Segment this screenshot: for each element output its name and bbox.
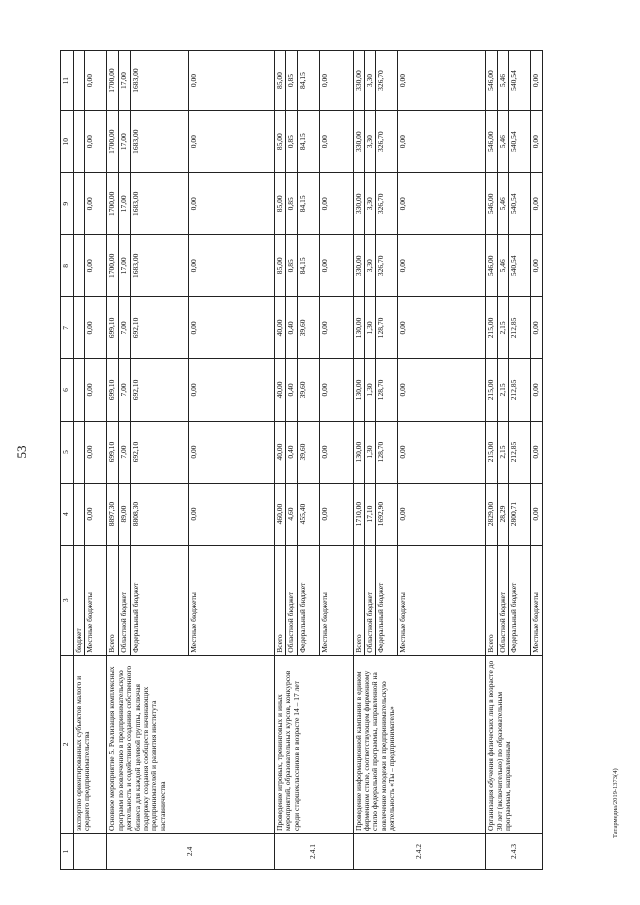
amount-cell: 212,85 [509, 359, 531, 421]
amount-cell: 1,30 [364, 421, 375, 483]
row-code [74, 833, 107, 869]
amount-cell: 39,60 [297, 421, 319, 483]
amount-cell [74, 359, 85, 421]
amount-cell: 0,00 [188, 111, 274, 173]
funding-source: Местные бюджеты [85, 545, 107, 655]
amount-cell: 85,00 [274, 173, 285, 235]
row-code: 2.4.2 [353, 833, 486, 869]
amount-cell: 0,00 [531, 173, 542, 235]
column-header: 4 [61, 483, 74, 545]
column-header: 8 [61, 235, 74, 297]
amount-cell: 546,00 [486, 51, 497, 111]
amount-cell [74, 173, 85, 235]
amount-cell: 17,00 [119, 173, 130, 235]
funding-source: Федеральный бюджет [376, 545, 398, 655]
column-number-row [61, 51, 74, 870]
amount-cell: 5,46 [497, 51, 508, 111]
column-header: 2 [61, 655, 74, 833]
amount-cell [74, 483, 85, 545]
amount-cell: 1700,00 [107, 51, 119, 111]
funding-source: Местные бюджеты [398, 545, 486, 655]
amount-cell: 699,10 [107, 421, 119, 483]
amount-cell: 1,30 [364, 297, 375, 359]
amount-cell: 0,00 [319, 173, 353, 235]
amount-cell: 215,00 [486, 359, 497, 421]
amount-cell: 85,00 [274, 235, 285, 297]
amount-cell: 39,60 [297, 297, 319, 359]
amount-cell: 0,00 [398, 359, 486, 421]
column-header: 7 [61, 297, 74, 359]
amount-cell: 0,00 [188, 173, 274, 235]
amount-cell: 699,10 [107, 359, 119, 421]
row-description: Проведение игровых, тренинговых и иных мероприятий, образовательных курсов, конкурсов среди старшеклассников в возрасте 14 – 17 лет [274, 655, 353, 833]
amount-cell: 330,00 [353, 111, 364, 173]
amount-cell: 0,00 [531, 51, 542, 111]
column-header: 3 [61, 545, 74, 655]
amount-cell: 5,46 [497, 173, 508, 235]
amount-cell: 0,00 [319, 297, 353, 359]
amount-cell: 0,00 [319, 359, 353, 421]
funding-source: Федеральный бюджет [509, 545, 531, 655]
row-description: Основное мероприятие 5. Реализация комплексных программ по вовлечению в предпринимательскую деятельность и содействию созданию собственного бизнеса для каждой целевой группы, включая поддержку создания сообществ начинающих предпринимателей и развития института наставничества [107, 655, 274, 833]
amount-cell: 0,00 [85, 111, 107, 173]
amount-cell: 0,85 [286, 111, 297, 173]
amount-cell: 0,00 [531, 421, 542, 483]
amount-cell: 5,46 [497, 235, 508, 297]
funding-source: Федеральный бюджет [130, 545, 188, 655]
amount-cell: 7,00 [119, 359, 130, 421]
amount-cell: 0,00 [188, 421, 274, 483]
amount-cell: 130,00 [353, 421, 364, 483]
amount-cell: 0,85 [286, 51, 297, 111]
amount-cell: 7,00 [119, 297, 130, 359]
amount-cell: 0,40 [286, 421, 297, 483]
amount-cell: 1700,00 [107, 111, 119, 173]
table-body [61, 51, 543, 870]
row-code: 2.4 [107, 833, 274, 869]
row-description: Проведение информационной кампании в едином фирменном стиле, соответствующем фирменному стилю федеральной программы, направленной на вовлечение молодежи в предпринимательскую деятельность «Ты – предприниматель» [353, 655, 486, 833]
amount-cell: 130,00 [353, 297, 364, 359]
amount-cell [74, 51, 85, 111]
amount-cell [74, 297, 85, 359]
funding-source: Местные бюджеты [319, 545, 353, 655]
page-number: 53 [14, 445, 29, 459]
amount-cell: 128,70 [376, 421, 398, 483]
amount-cell: 326,70 [376, 111, 398, 173]
funding-source: Областной бюджет [119, 545, 130, 655]
amount-cell: 17,00 [119, 235, 130, 297]
amount-cell: 546,00 [486, 111, 497, 173]
table-row [353, 51, 364, 870]
amount-cell: 0,00 [531, 359, 542, 421]
amount-cell: 1683,00 [130, 111, 188, 173]
amount-cell: 0,00 [85, 359, 107, 421]
amount-cell: 0,00 [85, 235, 107, 297]
amount-cell: 2800,71 [509, 483, 531, 545]
amount-cell: 3,30 [364, 51, 375, 111]
amount-cell: 0,40 [286, 297, 297, 359]
amount-cell: 0,40 [286, 359, 297, 421]
amount-cell: 460,00 [274, 483, 285, 545]
amount-cell: 326,70 [376, 235, 398, 297]
amount-cell: 1700,00 [107, 173, 119, 235]
table-row [486, 51, 497, 870]
amount-cell: 89,00 [119, 483, 130, 545]
amount-cell: 130,00 [353, 359, 364, 421]
amount-cell: 1700,00 [107, 235, 119, 297]
amount-cell: 2,15 [497, 297, 508, 359]
funding-source: Местные бюджеты [188, 545, 274, 655]
amount-cell: 540,54 [509, 173, 531, 235]
amount-cell: 39,60 [297, 359, 319, 421]
funding-source: Всего [353, 545, 364, 655]
amount-cell: 8808,30 [130, 483, 188, 545]
amount-cell: 84,15 [297, 173, 319, 235]
amount-cell: 326,70 [376, 173, 398, 235]
amount-cell: 0,85 [286, 173, 297, 235]
amount-cell: 692,10 [130, 359, 188, 421]
amount-cell: 1683,00 [130, 173, 188, 235]
row-description: экспортно ориентированных субъектов малого и среднего предпринимательства [74, 655, 107, 833]
amount-cell: 3,30 [364, 111, 375, 173]
amount-cell: 0,00 [85, 483, 107, 545]
amount-cell: 3,30 [364, 173, 375, 235]
amount-cell: 0,00 [531, 297, 542, 359]
amount-cell: 692,10 [130, 421, 188, 483]
amount-cell: 0,00 [531, 483, 542, 545]
budget-table [60, 50, 543, 870]
amount-cell: 17,00 [119, 111, 130, 173]
amount-cell: 540,54 [509, 235, 531, 297]
funding-source: Всего [274, 545, 285, 655]
column-header: 1 [61, 833, 74, 869]
table-row [107, 51, 119, 870]
amount-cell: 84,15 [297, 51, 319, 111]
amount-cell: 0,00 [85, 297, 107, 359]
amount-cell: 84,15 [297, 235, 319, 297]
amount-cell: 0,00 [398, 483, 486, 545]
funding-source: Областной бюджет [364, 545, 375, 655]
amount-cell: 330,00 [353, 235, 364, 297]
amount-cell: 546,00 [486, 235, 497, 297]
amount-cell: 40,00 [274, 421, 285, 483]
funding-source: Всего [486, 545, 497, 655]
column-header: 5 [61, 421, 74, 483]
amount-cell: 128,70 [376, 359, 398, 421]
amount-cell: 0,00 [398, 51, 486, 111]
amount-cell: 84,15 [297, 111, 319, 173]
amount-cell: 540,54 [509, 51, 531, 111]
amount-cell: 1683,00 [130, 235, 188, 297]
amount-cell: 0,00 [319, 483, 353, 545]
amount-cell: 326,70 [376, 51, 398, 111]
funding-source: Федеральный бюджет [297, 545, 319, 655]
amount-cell: 0,00 [319, 235, 353, 297]
amount-cell: 0,00 [85, 421, 107, 483]
amount-cell: 7,00 [119, 421, 130, 483]
document-stamp: Татармедиа/2019-1373(4) [612, 768, 619, 838]
amount-cell: 28,29 [497, 483, 508, 545]
amount-cell: 3,30 [364, 235, 375, 297]
amount-cell: 1692,90 [376, 483, 398, 545]
amount-cell: 40,00 [274, 297, 285, 359]
row-code: 2.4.1 [274, 833, 353, 869]
amount-cell: 212,85 [509, 297, 531, 359]
amount-cell: 0,00 [531, 235, 542, 297]
amount-cell: 85,00 [274, 111, 285, 173]
funding-source: Областной бюджет [286, 545, 297, 655]
amount-cell: 1,30 [364, 359, 375, 421]
funding-source: Местные бюджеты [531, 545, 542, 655]
amount-cell: 0,00 [188, 235, 274, 297]
amount-cell: 692,10 [130, 297, 188, 359]
row-code: 2.4.3 [486, 833, 542, 869]
amount-cell: 0,00 [319, 111, 353, 173]
column-header: 6 [61, 359, 74, 421]
funding-source: бюджет [74, 545, 85, 655]
amount-cell: 215,00 [486, 421, 497, 483]
amount-cell [74, 421, 85, 483]
amount-cell: 0,00 [188, 297, 274, 359]
amount-cell: 540,54 [509, 111, 531, 173]
amount-cell: 4,60 [286, 483, 297, 545]
amount-cell: 0,85 [286, 235, 297, 297]
funding-source: Областной бюджет [497, 545, 508, 655]
amount-cell [74, 111, 85, 173]
amount-cell: 0,00 [319, 51, 353, 111]
amount-cell: 212,85 [509, 421, 531, 483]
amount-cell: 0,00 [85, 173, 107, 235]
amount-cell: 2829,00 [486, 483, 497, 545]
amount-cell: 0,00 [319, 421, 353, 483]
amount-cell [74, 235, 85, 297]
amount-cell: 0,00 [188, 51, 274, 111]
amount-cell: 1683,00 [130, 51, 188, 111]
amount-cell: 5,46 [497, 111, 508, 173]
amount-cell: 0,00 [398, 421, 486, 483]
column-header: 10 [61, 111, 74, 173]
table-row [74, 51, 85, 870]
row-description: Организация обучения физических лиц в возрасте до 30 лет (включительно) по образовательным программам, направленным [486, 655, 542, 833]
amount-cell: 17,10 [364, 483, 375, 545]
amount-cell: 8897,30 [107, 483, 119, 545]
amount-cell: 0,00 [398, 235, 486, 297]
amount-cell: 2,15 [497, 421, 508, 483]
amount-cell: 699,10 [107, 297, 119, 359]
amount-cell: 0,00 [531, 111, 542, 173]
amount-cell: 0,00 [398, 297, 486, 359]
amount-cell: 40,00 [274, 359, 285, 421]
column-header: 11 [61, 51, 74, 111]
amount-cell: 128,70 [376, 297, 398, 359]
amount-cell: 0,00 [188, 483, 274, 545]
column-header: 9 [61, 173, 74, 235]
amount-cell: 0,00 [398, 111, 486, 173]
rotated-table-container [60, 50, 600, 870]
amount-cell: 330,00 [353, 51, 364, 111]
amount-cell: 2,15 [497, 359, 508, 421]
amount-cell: 0,00 [85, 51, 107, 111]
table-row [274, 51, 285, 870]
funding-source: Всего [107, 545, 119, 655]
amount-cell: 1710,00 [353, 483, 364, 545]
amount-cell: 85,00 [274, 51, 285, 111]
amount-cell: 0,00 [398, 173, 486, 235]
amount-cell: 546,00 [486, 173, 497, 235]
amount-cell: 17,00 [119, 51, 130, 111]
amount-cell: 215,00 [486, 297, 497, 359]
amount-cell: 0,00 [188, 359, 274, 421]
amount-cell: 455,40 [297, 483, 319, 545]
amount-cell: 330,00 [353, 173, 364, 235]
